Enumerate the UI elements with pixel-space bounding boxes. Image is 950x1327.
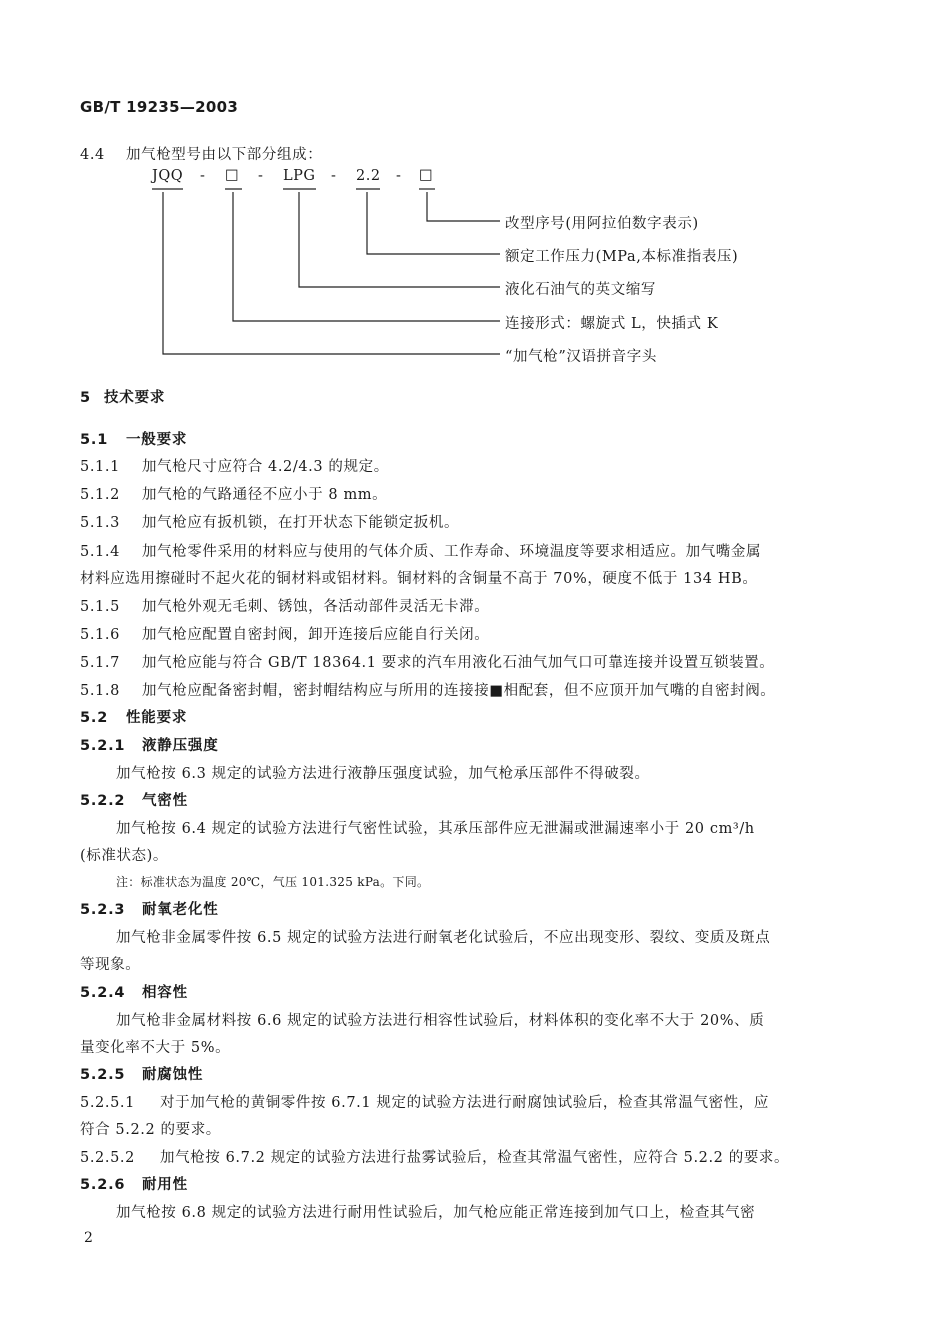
model-part-pressure: 2.2 <box>356 168 381 184</box>
note-standard-state: 注：标准状态为温度 20℃，气压 101.325 kPa。下同。 <box>116 875 430 889</box>
standard-id: GB/T 19235—2003 <box>80 98 239 116</box>
model-leader-lines <box>0 0 950 380</box>
model-box-connection: □ <box>225 167 240 183</box>
subsection-number: 5.2.4 <box>80 985 126 1001</box>
subsection-5-2-2-heading <box>80 789 188 810</box>
legend-connection: 连接形式：螺旋式 L，快插式 K <box>505 316 719 332</box>
section-number: 5.1 <box>80 432 109 448</box>
clause-5-1-8 <box>80 679 775 700</box>
clause-number: 5.1.1 <box>80 459 120 475</box>
clause-number: 5.1.6 <box>80 627 120 643</box>
section-5-2-heading <box>80 706 187 727</box>
clause-number: 5.1.8 <box>80 683 120 699</box>
legend-lpg: 液化石油气的英文缩写 <box>505 282 656 298</box>
model-box-revision: □ <box>419 167 434 183</box>
section-title: 技术要求 <box>104 390 166 406</box>
legend-pressure: 额定工作压力(MPa,本标准指表压) <box>505 249 739 265</box>
subsection-number: 5.2.6 <box>80 1177 126 1193</box>
clause-number: 5.2.5.2 <box>80 1150 135 1166</box>
clause-text: 加气枪的气路通径不应小于 8 mm。 <box>142 487 388 503</box>
subsection-title: 液静压强度 <box>142 738 219 754</box>
subsection-number: 5.2.5 <box>80 1067 126 1083</box>
subsection-title: 耐氧老化性 <box>142 902 219 918</box>
paragraph-5-2-3-cont: 等现象。 <box>80 957 141 973</box>
paragraph-5-2-1: 加气枪按 6.3 规定的试验方法进行液静压强度试验，加气枪承压部件不得破裂。 <box>116 766 650 782</box>
model-dash-3: - <box>331 168 337 184</box>
section-5-1-heading <box>80 428 187 449</box>
legend-pinyin: “加气枪”汉语拼音字头 <box>505 349 657 365</box>
subsection-number: 5.2.3 <box>80 902 126 918</box>
clause-5-1-6 <box>80 623 489 644</box>
subsection-number: 5.2.1 <box>80 738 126 754</box>
subsection-title: 耐用性 <box>142 1177 188 1193</box>
model-dash-4: - <box>396 168 402 184</box>
subsection-title: 耐腐蚀性 <box>142 1067 204 1083</box>
clause-text: 加气枪型号由以下部分组成： <box>126 147 323 163</box>
paragraph-5-2-2-cont: (标准状态)。 <box>80 848 169 864</box>
paragraph-5-2-3: 加气枪非金属零件按 6.5 规定的试验方法进行耐氧老化试验后，不应出现变形、裂纹、变质及斑点 <box>116 930 771 946</box>
subsection-5-2-3-heading <box>80 898 219 919</box>
model-part-lpg: LPG <box>283 168 316 184</box>
clause-number: 5.1.3 <box>80 515 120 531</box>
legend-revision: 改型序号(用阿拉伯数字表示) <box>505 216 699 232</box>
clause-5-2-5-1 <box>80 1091 769 1112</box>
section-number: 5.2 <box>80 710 109 726</box>
clause-number: 5.2.5.1 <box>80 1095 135 1111</box>
paragraph-5-2-2: 加气枪按 6.4 规定的试验方法进行气密性试验，其承压部件应无泄漏或泄漏速率小于 20 cm³/h <box>116 821 755 837</box>
section-5-heading <box>80 386 165 407</box>
model-part-jqq: JQQ <box>152 168 184 184</box>
model-dash-1: - <box>200 168 206 184</box>
subsection-title: 相容性 <box>142 985 188 1001</box>
clause-text: 加气枪尺寸应符合 4.2/4.3 的规定。 <box>142 459 389 475</box>
clause-text: 加气枪零件采用的材料应与使用的气体介质、工作寿命、环境温度等要求相适应。加气嘴金属 <box>142 544 762 560</box>
clause-number: 5.1.5 <box>80 599 120 615</box>
section-title: 性能要求 <box>126 710 188 726</box>
subsection-5-2-6-heading <box>80 1173 188 1194</box>
subsection-5-2-4-heading <box>80 981 188 1002</box>
paragraph-5-2-4-cont: 量变化率不大于 5%。 <box>80 1040 231 1056</box>
clause-text: 对于加气枪的黄铜零件按 6.7.1 规定的试验方法进行耐腐蚀试验后，检查其常温气密性，应 <box>160 1095 770 1111</box>
clause-5-1-2 <box>80 483 387 504</box>
clause-5-1-5 <box>80 595 489 616</box>
model-dash-2: - <box>258 168 264 184</box>
page-number: 2 <box>84 1230 93 1246</box>
clause-text: 加气枪应能与符合 GB/T 18364.1 要求的汽车用液化石油气加气口可靠连接并设置互锁装置。 <box>142 655 775 671</box>
subsection-title: 气密性 <box>142 793 188 809</box>
clause-text: 加气枪外观无毛刺、锈蚀，各活动部件灵活无卡滞。 <box>142 599 490 615</box>
clause-5-1-3 <box>80 511 459 532</box>
clause-number: 5.1.4 <box>80 544 120 560</box>
subsection-number: 5.2.2 <box>80 793 126 809</box>
clause-number: 5.1.2 <box>80 487 120 503</box>
clause-5-2-5-1-cont: 符合 5.2.2 的要求。 <box>80 1122 221 1138</box>
clause-5-1-7 <box>80 651 774 672</box>
clause-text: 加气枪应配置自密封阀，卸开连接后应能自行关闭。 <box>142 627 490 643</box>
clause-5-1-4 <box>80 540 761 561</box>
clause-5-1-1 <box>80 455 389 476</box>
paragraph-5-2-4: 加气枪非金属材料按 6.6 规定的试验方法进行相容性试验后，材料体积的变化率不大于 20%、质 <box>116 1013 765 1029</box>
paragraph-5-2-6: 加气枪按 6.8 规定的试验方法进行耐用性试验后，加气枪应能正常连接到加气口上，检查其气密 <box>116 1205 756 1221</box>
subsection-5-2-1-heading <box>80 734 219 755</box>
clause-number: 4.4 <box>80 147 105 163</box>
clause-text: 加气枪应有扳机锁，在打开状态下能锁定扳机。 <box>142 515 460 531</box>
section-number: 5 <box>80 390 91 406</box>
section-title: 一般要求 <box>126 432 188 448</box>
clause-text: 加气枪应配备密封帽，密封帽结构应与所用的连接接■相配套，但不应顶开加气嘴的自密封阀。 <box>142 683 776 699</box>
subsection-5-2-5-heading <box>80 1063 203 1084</box>
clause-text: 加气枪按 6.7.2 规定的试验方法进行盐雾试验后，检查其常温气密性，应符合 5.2.2 的要求。 <box>160 1150 790 1166</box>
clause-5-1-4-cont: 材料应选用擦碰时不起火花的铜材料或铝材料。铜材料的含铜量不高于 70%，硬度不低于 134 HB。 <box>80 571 758 587</box>
clause-5-2-5-2 <box>80 1146 789 1167</box>
clause-number: 5.1.7 <box>80 655 120 671</box>
